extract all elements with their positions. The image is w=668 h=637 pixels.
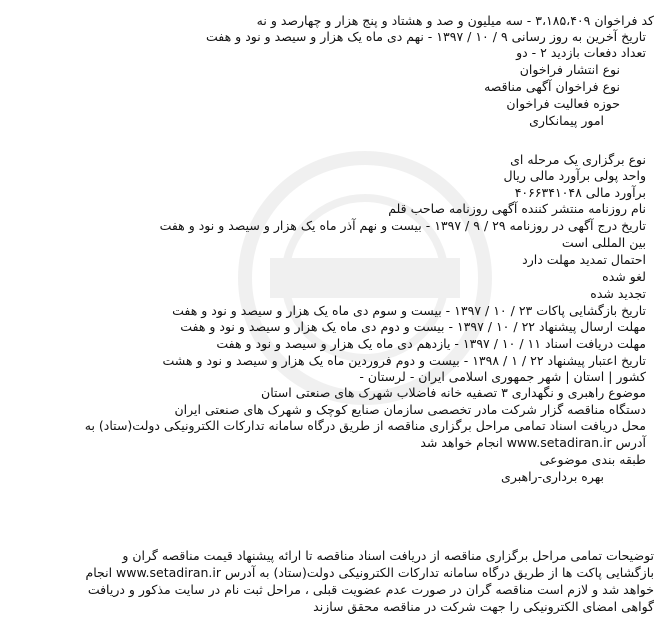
newspaper-date: تاریخ درج آگهی در روزنامه ۲۹ / ۹ / ۱۳۹۷ - بیست و نهم آذر ماه یک هزار و سیصد و نود و هفت <box>159 218 646 233</box>
subject-classification-label: طبقه بندی موضوعی <box>539 452 646 467</box>
international-flag: بین المللی است <box>561 235 646 250</box>
holding-type: نوع برگزاری یک مرحله ای <box>510 152 646 167</box>
subject-classification-value: بهره برداری-راهبری <box>501 469 604 484</box>
submission-deadline: مهلت ارسال پیشنهاد ۲۲ / ۱۰ / ۱۳۹۷ - بیست و دوم دی ماه یک هزار و سیصد و نود و هفت <box>180 319 646 334</box>
subject: موضوع راهبری و نگهداری ۳ تصفیه خانه فاضلاب شهرک های صنعتی استان <box>261 385 646 400</box>
opening-date: تاریخ بازگشایی پاکات ۲۳ / ۱۰ / ۱۳۹۷ - بیست و سوم دی ماه یک هزار و سیصد و نود و هفت <box>172 303 646 318</box>
extension-possibility: احتمال تمدید مهلت دارد <box>522 252 646 267</box>
documents-location: محل دریافت اسناد تمامی مراحل برگزاری مناقصه از طریق درگاه سامانه تدارکات الکترونیکی دولت(ستاد) به <box>84 418 646 433</box>
newspaper-name: نام روزنامه منتشر کننده آگهی روزنامه صاحب قلم <box>388 201 646 216</box>
tendering-organization: دستگاه مناقصه گزار شرکت مادر تخصصی سازمان صنایع کوچک و شهرک های صنعتی ایران <box>174 402 646 417</box>
activity-field-value: امور پیمانکاری <box>529 113 604 128</box>
currency-unit: واحد پولی برآورد مالی ریال <box>503 168 646 183</box>
documents-deadline: مهلت دریافت اسناد ۱۱ / ۱۰ / ۱۳۹۷ - یازدهم دی ماه یک هزار و سیصد و نود و هفت <box>216 336 646 351</box>
tender-type: نوع فراخوان آگهی مناقصه <box>484 79 620 94</box>
tender-code: کد فراخوان ۳،۱۸۵،۴۰۹ - سه میلیون و صد و هشتاد و پنج هزار و چهارصد و نه <box>256 13 654 28</box>
description-line-3: خواهد شد و لازم است مناقصه گران در صورت عدم عضویت قبلی ، مراحل ثبت نام در سایت مذکور و دریافت <box>87 582 654 597</box>
description-line-1: توضیحات تمامی مراحل برگزاری مناقصه از دریافت اسناد مناقصه تا ارائه پیشنهاد قیمت مناقصه گران و <box>122 548 654 563</box>
description-line-2: بازگشایی پاکت ها از طریق درگاه سامانه تدارکات الکترونیکی دولت(ستاد) به آدرس www.setadiran.ir انجام <box>85 565 654 580</box>
renewed-status: تجدید شده <box>590 286 646 301</box>
offer-validity-date: تاریخ اعتبار پیشنهاد ۲۲ / ۱ / ۱۳۹۸ - بیست و دوم فروردین ماه یک هزار و سیصد و نود و هشت <box>162 353 646 368</box>
activity-field-label: حوزه فعالیت فراخوان <box>506 96 620 111</box>
documents-address: آدرس www.setadiran.ir انجام خواهد شد <box>420 435 646 450</box>
location: کشور | استان | شهر جمهوری اسلامی ایران - لرستان - <box>359 369 646 384</box>
cancelled-status: لغو شده <box>602 269 646 284</box>
last-update-date: تاریخ آخرین به روز رسانی ۹ / ۱۰ / ۱۳۹۷ - نهم دی ماه یک هزار و سیصد و نود و هفت <box>206 29 646 44</box>
financial-estimate: برآورد مالی ۴۰۶۶۳۴۱۰۴۸ <box>514 185 646 200</box>
visit-count: تعداد دفعات بازدید ۲ - دو <box>516 45 646 60</box>
publish-type: نوع انتشار فراخوان <box>519 62 620 77</box>
description-line-4: گواهی امضای الکترونیکی را جهت شرکت در مناقصه محقق سازند <box>313 599 654 614</box>
